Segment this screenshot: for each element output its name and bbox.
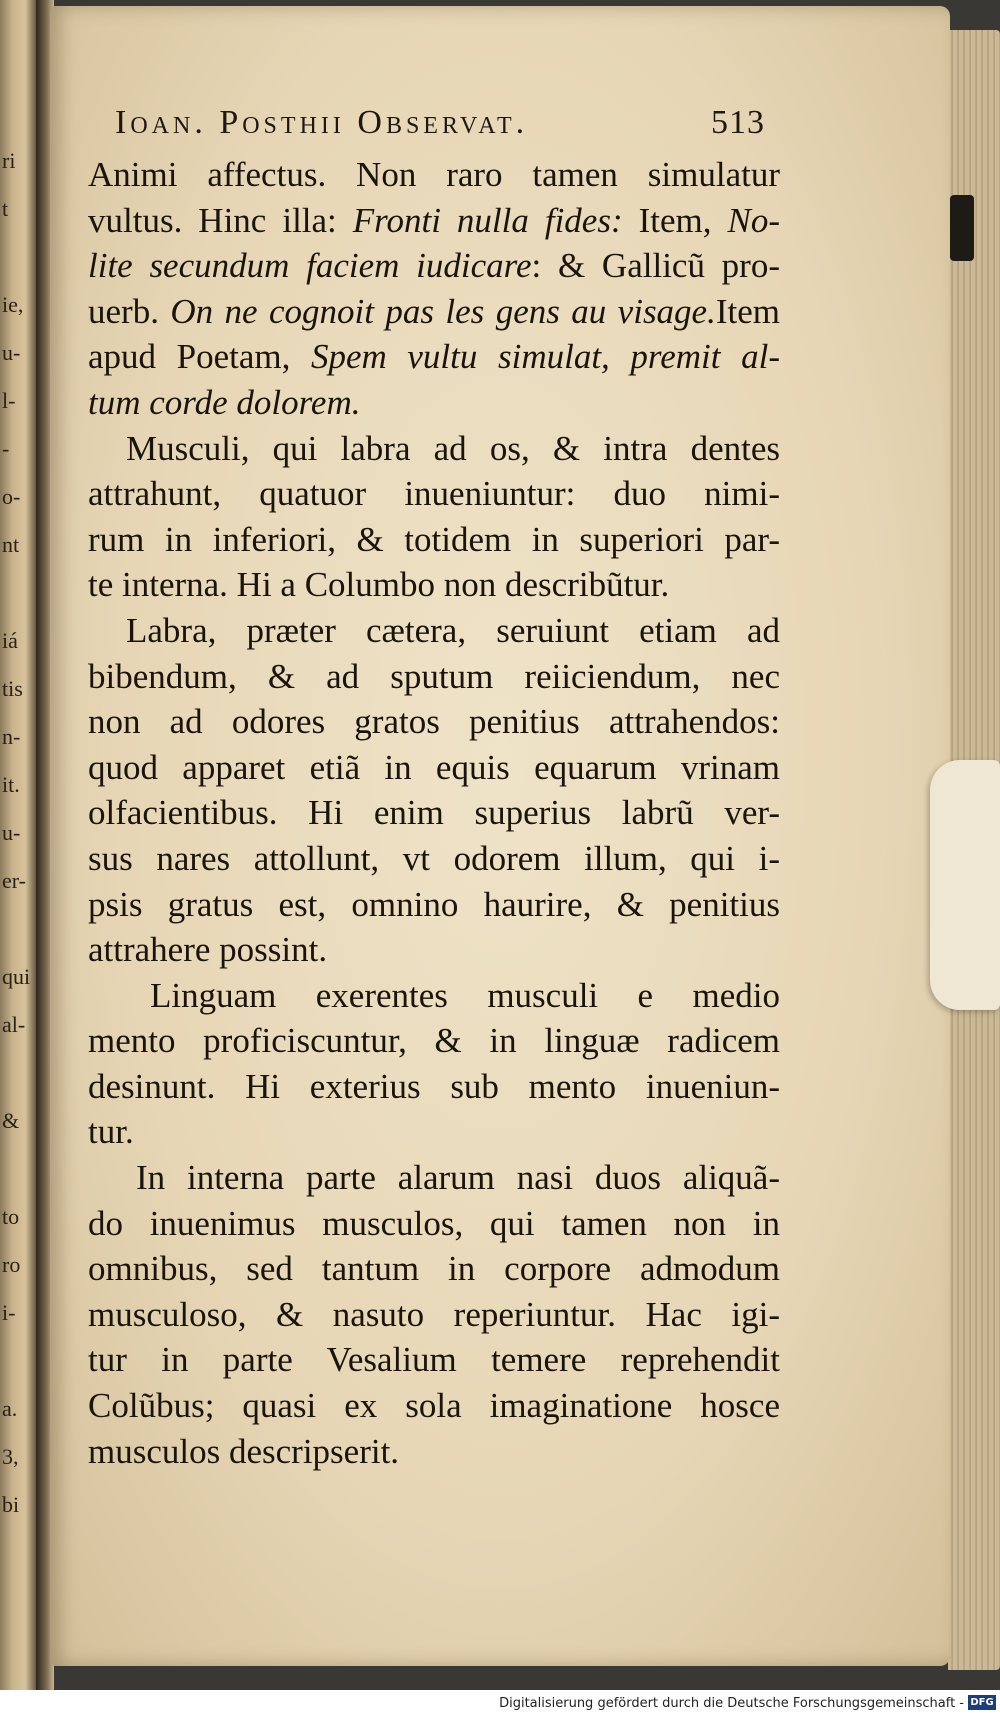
left-page-fragment: ro bbox=[2, 1254, 21, 1277]
text-line bbox=[88, 426, 780, 472]
left-page-fragment: iá bbox=[2, 630, 18, 653]
text-run: Musculi, qui labra ad os, & intra dentes bbox=[126, 428, 780, 468]
text-line bbox=[88, 471, 780, 517]
dfg-logo: DFG bbox=[968, 1695, 996, 1710]
text-line bbox=[88, 1292, 780, 1338]
text-run: desinunt. Hi exterius sub mento inueniun- bbox=[88, 1066, 780, 1106]
left-page-fragment bbox=[2, 246, 32, 294]
text-line bbox=[88, 882, 780, 928]
text-line bbox=[88, 1337, 780, 1383]
italic-text: lite secundum faciem iudicare bbox=[88, 246, 532, 286]
left-page-fragment bbox=[2, 1158, 32, 1206]
bookmark-tab-dark bbox=[950, 195, 974, 261]
text-line bbox=[88, 1109, 780, 1155]
left-page-fragment bbox=[2, 1350, 32, 1398]
left-page-fragment: bi bbox=[2, 1494, 20, 1517]
left-page-fragment bbox=[2, 918, 32, 966]
left-page-fragment: i- bbox=[2, 1302, 16, 1325]
text-run: do inuenimus musculos, qui tamen non in bbox=[88, 1203, 780, 1243]
text-line bbox=[88, 152, 780, 198]
left-page-fragment bbox=[2, 582, 32, 630]
left-page-fragment: tis bbox=[2, 678, 23, 701]
digitization-credit: Digitalisierung gefördert durch die Deutsche Forschungsgemeinschaft - bbox=[499, 1696, 964, 1711]
left-page-fragment: qui bbox=[2, 966, 31, 989]
italic-text: Spem vultu simulat, premit al- bbox=[310, 337, 780, 377]
text-line bbox=[88, 836, 780, 882]
italic-text: On ne cognoit pas les gens au visage. bbox=[170, 291, 716, 331]
text-line bbox=[88, 380, 780, 426]
text-line bbox=[88, 654, 780, 700]
text-run: musculoso, & nasuto reperiuntur. Hac igi- bbox=[88, 1294, 780, 1334]
left-page-edge bbox=[0, 0, 36, 1690]
text-line bbox=[88, 1155, 780, 1201]
left-page-fragment: l- bbox=[2, 390, 16, 413]
text-run: omnibus, sed tantum in corpore admodum bbox=[88, 1249, 780, 1289]
text-line bbox=[88, 1246, 780, 1292]
left-page-fragment: o- bbox=[2, 486, 21, 509]
italic-text: tum corde dolorem. bbox=[88, 382, 361, 422]
italic-text: Fronti nulla fides: bbox=[352, 200, 623, 240]
running-header bbox=[115, 104, 765, 142]
text-line bbox=[88, 745, 780, 791]
text-line bbox=[88, 1201, 780, 1247]
text-run: In interna parte alarum nasi duos aliquã- bbox=[136, 1158, 780, 1198]
text-line bbox=[88, 198, 780, 244]
text-run: attrahere possint. bbox=[88, 930, 328, 970]
text-run: sus nares attollunt, vt odorem illum, qui i- bbox=[88, 838, 780, 878]
text-line bbox=[88, 1429, 780, 1475]
bookmark-tab bbox=[930, 760, 1000, 1010]
italic-text: No- bbox=[727, 200, 780, 240]
text-run: quod apparet etiã in equis equarum vrinam bbox=[88, 747, 780, 787]
text-line bbox=[88, 517, 780, 563]
left-page-fragment: - bbox=[2, 438, 10, 461]
text-run: tur. bbox=[88, 1112, 134, 1152]
text-run: Linguam exerentes musculi e medio bbox=[150, 975, 780, 1015]
left-page-fragment: it. bbox=[2, 774, 20, 797]
text-run: olfacientibus. Hi enim superius labrũ ver- bbox=[88, 793, 780, 833]
left-page-fragment: ie, bbox=[2, 294, 24, 317]
text-line bbox=[88, 927, 780, 973]
text-run: attrahunt, quatuor inueniuntur: duo nimi- bbox=[88, 474, 780, 514]
text-run: uerb. bbox=[88, 291, 171, 331]
text-line bbox=[88, 334, 780, 380]
text-run: : & Gallicũ pro- bbox=[531, 246, 780, 286]
text-run: rum in inferiori, & totidem in superiori par- bbox=[88, 519, 780, 559]
text-line bbox=[88, 973, 780, 1019]
left-page-fragment: u- bbox=[2, 342, 21, 365]
text-run: non ad odores gratos penitius attrahendos: bbox=[88, 702, 780, 742]
left-page-fragment: t bbox=[2, 198, 9, 221]
page-number: 513 bbox=[711, 104, 765, 141]
text-run: bibendum, & ad sputum reiiciendum, nec bbox=[88, 656, 780, 696]
text-line bbox=[88, 790, 780, 836]
text-run: musculos descripserit. bbox=[88, 1431, 400, 1471]
left-page-fragment: to bbox=[2, 1206, 20, 1229]
text-run: tur in parte Vesalium temere reprehendit bbox=[88, 1340, 780, 1380]
text-run: Labra, præter cætera, seruiunt etiam ad bbox=[126, 610, 780, 650]
left-page-fragment: u- bbox=[2, 822, 21, 845]
left-page-fragment: n- bbox=[2, 726, 21, 749]
left-page-fragment: nt bbox=[2, 534, 20, 557]
text-line bbox=[88, 243, 780, 289]
text-run: Item, bbox=[622, 200, 728, 240]
body-text bbox=[88, 152, 780, 1474]
text-line bbox=[88, 699, 780, 745]
text-run: Item bbox=[715, 291, 780, 331]
left-page-fragment bbox=[2, 1062, 32, 1110]
text-run: psis gratus est, omnino haurire, & penitius bbox=[88, 884, 780, 924]
text-run: vultus. Hinc illa: bbox=[88, 200, 353, 240]
text-run: mento proficiscuntur, & in linguæ radicem bbox=[88, 1021, 780, 1061]
text-run: apud Poetam, bbox=[88, 337, 311, 377]
text-run: Animi affectus. Non raro tamen simulatur bbox=[88, 155, 780, 194]
text-run: Colũbus; quasi ex sola imaginatione hosce bbox=[88, 1386, 780, 1426]
left-page-fragment: er- bbox=[2, 870, 26, 893]
text-line bbox=[88, 562, 780, 608]
text-line bbox=[88, 289, 780, 335]
left-page-fragment: al- bbox=[2, 1014, 26, 1037]
left-page-fragments bbox=[2, 150, 32, 1542]
left-page-fragment: & bbox=[2, 1110, 20, 1133]
footer-bar bbox=[0, 1690, 1000, 1716]
text-line bbox=[88, 1018, 780, 1064]
text-run: te interna. Hi a Columbo non describũtur. bbox=[88, 565, 670, 605]
running-title: Ioan. Posthii Observat. bbox=[115, 104, 529, 141]
left-page-fragment: 3, bbox=[2, 1446, 19, 1469]
left-page-fragment: ri bbox=[2, 150, 16, 173]
text-line bbox=[88, 1383, 780, 1429]
text-line bbox=[88, 608, 780, 654]
text-line bbox=[88, 1064, 780, 1110]
left-page-fragment: a. bbox=[2, 1398, 18, 1421]
